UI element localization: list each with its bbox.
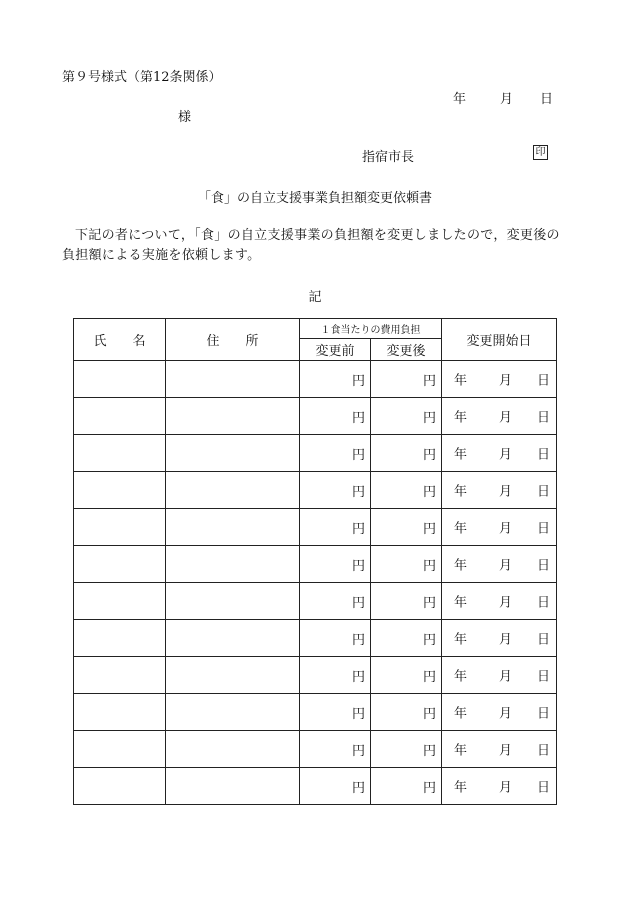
after-amount-cell[interactable] bbox=[371, 694, 442, 731]
yen-unit: 円 bbox=[422, 484, 436, 500]
day-unit: 日 bbox=[536, 595, 550, 611]
year-unit: 年 bbox=[454, 410, 468, 426]
yen-unit: 円 bbox=[351, 632, 365, 648]
after-amount-cell[interactable] bbox=[371, 657, 442, 694]
yen-unit: 円 bbox=[422, 706, 436, 722]
day-unit: 日 bbox=[536, 632, 550, 648]
before-amount-cell[interactable] bbox=[300, 620, 371, 657]
table-row bbox=[74, 694, 557, 731]
seal-mark: 印 bbox=[533, 145, 548, 160]
header-after: 変更後 bbox=[371, 339, 442, 361]
start-date-cell[interactable] bbox=[442, 435, 557, 472]
date-year-label: 年 bbox=[453, 92, 467, 107]
table-row bbox=[74, 546, 557, 583]
table-row bbox=[74, 768, 557, 805]
yen-unit: 円 bbox=[422, 595, 436, 611]
year-unit: 年 bbox=[454, 743, 468, 759]
after-amount-cell[interactable] bbox=[371, 472, 442, 509]
day-unit: 日 bbox=[536, 669, 550, 685]
before-amount-cell[interactable] bbox=[300, 361, 371, 398]
year-unit: 年 bbox=[454, 632, 468, 648]
address-cell[interactable] bbox=[166, 546, 300, 583]
start-date-cell[interactable] bbox=[442, 509, 557, 546]
address-cell[interactable] bbox=[166, 509, 300, 546]
month-unit: 月 bbox=[499, 743, 513, 759]
date-month-label: 月 bbox=[500, 92, 514, 107]
table-row bbox=[74, 472, 557, 509]
yen-unit: 円 bbox=[422, 780, 436, 796]
address-cell[interactable] bbox=[166, 361, 300, 398]
month-unit: 月 bbox=[499, 595, 513, 611]
after-amount-cell[interactable] bbox=[371, 361, 442, 398]
name-cell[interactable] bbox=[74, 694, 166, 731]
start-date-cell[interactable] bbox=[442, 768, 557, 805]
month-unit: 月 bbox=[499, 410, 513, 426]
name-cell[interactable] bbox=[74, 509, 166, 546]
date-day-label: 日 bbox=[540, 92, 554, 107]
month-unit: 月 bbox=[499, 447, 513, 463]
issuer-name: 指宿市長 bbox=[362, 150, 415, 165]
yen-unit: 円 bbox=[422, 632, 436, 648]
address-cell[interactable] bbox=[166, 583, 300, 620]
table-row bbox=[74, 657, 557, 694]
table-row bbox=[74, 509, 557, 546]
yen-unit: 円 bbox=[422, 521, 436, 537]
body-text: 下記の者について，「食」の自立支援事業の負担額を変更しましたので，変更後の負担額による実施を依頼します。 bbox=[62, 228, 560, 263]
yen-unit: 円 bbox=[351, 373, 365, 389]
month-unit: 月 bbox=[499, 521, 513, 537]
name-cell[interactable] bbox=[74, 398, 166, 435]
address-cell[interactable] bbox=[166, 398, 300, 435]
header-start-date: 変更開始日 bbox=[442, 319, 557, 361]
yen-unit: 円 bbox=[422, 373, 436, 389]
start-date-cell[interactable] bbox=[442, 620, 557, 657]
day-unit: 日 bbox=[536, 558, 550, 574]
start-date-cell[interactable] bbox=[442, 361, 557, 398]
table-row bbox=[74, 398, 557, 435]
address-cell[interactable] bbox=[166, 731, 300, 768]
document-title: 「食」の自立支援事業負担額変更依頼書 bbox=[197, 191, 432, 206]
name-cell[interactable] bbox=[74, 472, 166, 509]
yen-unit: 円 bbox=[351, 595, 365, 611]
year-unit: 年 bbox=[454, 595, 468, 611]
before-amount-cell[interactable] bbox=[300, 731, 371, 768]
yen-unit: 円 bbox=[351, 410, 365, 426]
before-amount-cell[interactable] bbox=[300, 435, 371, 472]
year-unit: 年 bbox=[454, 558, 468, 574]
address-cell[interactable] bbox=[166, 472, 300, 509]
yen-unit: 円 bbox=[422, 558, 436, 574]
start-date-cell[interactable] bbox=[442, 583, 557, 620]
yen-unit: 円 bbox=[351, 447, 365, 463]
after-amount-cell[interactable] bbox=[371, 620, 442, 657]
day-unit: 日 bbox=[536, 373, 550, 389]
day-unit: 日 bbox=[536, 447, 550, 463]
name-cell[interactable] bbox=[74, 731, 166, 768]
start-date-cell[interactable] bbox=[442, 398, 557, 435]
yen-unit: 円 bbox=[351, 484, 365, 500]
name-cell[interactable] bbox=[74, 546, 166, 583]
table-row bbox=[74, 731, 557, 768]
yen-unit: 円 bbox=[351, 743, 365, 759]
yen-unit: 円 bbox=[351, 669, 365, 685]
month-unit: 月 bbox=[499, 669, 513, 685]
day-unit: 日 bbox=[536, 410, 550, 426]
before-amount-cell[interactable] bbox=[300, 509, 371, 546]
start-date-cell[interactable] bbox=[442, 472, 557, 509]
addressee-honorific: 様 bbox=[178, 110, 192, 125]
header-name: 氏 名 bbox=[74, 319, 166, 361]
change-table bbox=[73, 318, 557, 805]
table-row bbox=[74, 361, 557, 398]
name-cell[interactable] bbox=[74, 361, 166, 398]
table-body bbox=[74, 361, 557, 805]
before-amount-cell[interactable] bbox=[300, 472, 371, 509]
after-amount-cell[interactable] bbox=[371, 583, 442, 620]
month-unit: 月 bbox=[499, 780, 513, 796]
after-amount-cell[interactable] bbox=[371, 731, 442, 768]
after-amount-cell[interactable] bbox=[371, 398, 442, 435]
before-amount-cell[interactable] bbox=[300, 398, 371, 435]
before-amount-cell[interactable] bbox=[300, 768, 371, 805]
address-cell[interactable] bbox=[166, 657, 300, 694]
yen-unit: 円 bbox=[422, 743, 436, 759]
day-unit: 日 bbox=[536, 743, 550, 759]
yen-unit: 円 bbox=[422, 669, 436, 685]
year-unit: 年 bbox=[454, 373, 468, 389]
table-row bbox=[74, 583, 557, 620]
year-unit: 年 bbox=[454, 780, 468, 796]
after-amount-cell[interactable] bbox=[371, 768, 442, 805]
address-cell[interactable] bbox=[166, 694, 300, 731]
year-unit: 年 bbox=[454, 669, 468, 685]
after-amount-cell[interactable] bbox=[371, 509, 442, 546]
start-date-cell[interactable] bbox=[442, 657, 557, 694]
start-date-cell[interactable] bbox=[442, 546, 557, 583]
before-amount-cell[interactable] bbox=[300, 546, 371, 583]
address-cell[interactable] bbox=[166, 768, 300, 805]
day-unit: 日 bbox=[536, 484, 550, 500]
name-cell[interactable] bbox=[74, 435, 166, 472]
before-amount-cell[interactable] bbox=[300, 657, 371, 694]
header-cost-per-meal: １食当たりの費用負担 bbox=[300, 319, 442, 339]
year-unit: 年 bbox=[454, 484, 468, 500]
name-cell[interactable] bbox=[74, 583, 166, 620]
yen-unit: 円 bbox=[351, 521, 365, 537]
year-unit: 年 bbox=[454, 521, 468, 537]
after-amount-cell[interactable] bbox=[371, 435, 442, 472]
table-row bbox=[74, 620, 557, 657]
header-before: 変更前 bbox=[300, 339, 371, 361]
name-cell[interactable] bbox=[74, 768, 166, 805]
day-unit: 日 bbox=[536, 780, 550, 796]
table-row bbox=[74, 435, 557, 472]
address-cell[interactable] bbox=[166, 435, 300, 472]
day-unit: 日 bbox=[536, 521, 550, 537]
month-unit: 月 bbox=[499, 558, 513, 574]
address-cell[interactable] bbox=[166, 620, 300, 657]
name-cell[interactable] bbox=[74, 620, 166, 657]
yen-unit: 円 bbox=[351, 558, 365, 574]
year-unit: 年 bbox=[454, 447, 468, 463]
month-unit: 月 bbox=[499, 706, 513, 722]
start-date-cell[interactable] bbox=[442, 731, 557, 768]
month-unit: 月 bbox=[499, 484, 513, 500]
before-amount-cell[interactable] bbox=[300, 583, 371, 620]
month-unit: 月 bbox=[499, 373, 513, 389]
before-amount-cell[interactable] bbox=[300, 694, 371, 731]
header-address: 住 所 bbox=[166, 319, 300, 361]
after-amount-cell[interactable] bbox=[371, 546, 442, 583]
yen-unit: 円 bbox=[351, 706, 365, 722]
start-date-cell[interactable] bbox=[442, 694, 557, 731]
month-unit: 月 bbox=[499, 632, 513, 648]
yen-unit: 円 bbox=[351, 780, 365, 796]
year-unit: 年 bbox=[454, 706, 468, 722]
form-number: 第９号様式（第12条関係） bbox=[62, 70, 222, 85]
day-unit: 日 bbox=[536, 706, 550, 722]
yen-unit: 円 bbox=[422, 410, 436, 426]
yen-unit: 円 bbox=[422, 447, 436, 463]
ki-heading: 記 bbox=[308, 290, 322, 305]
name-cell[interactable] bbox=[74, 657, 166, 694]
